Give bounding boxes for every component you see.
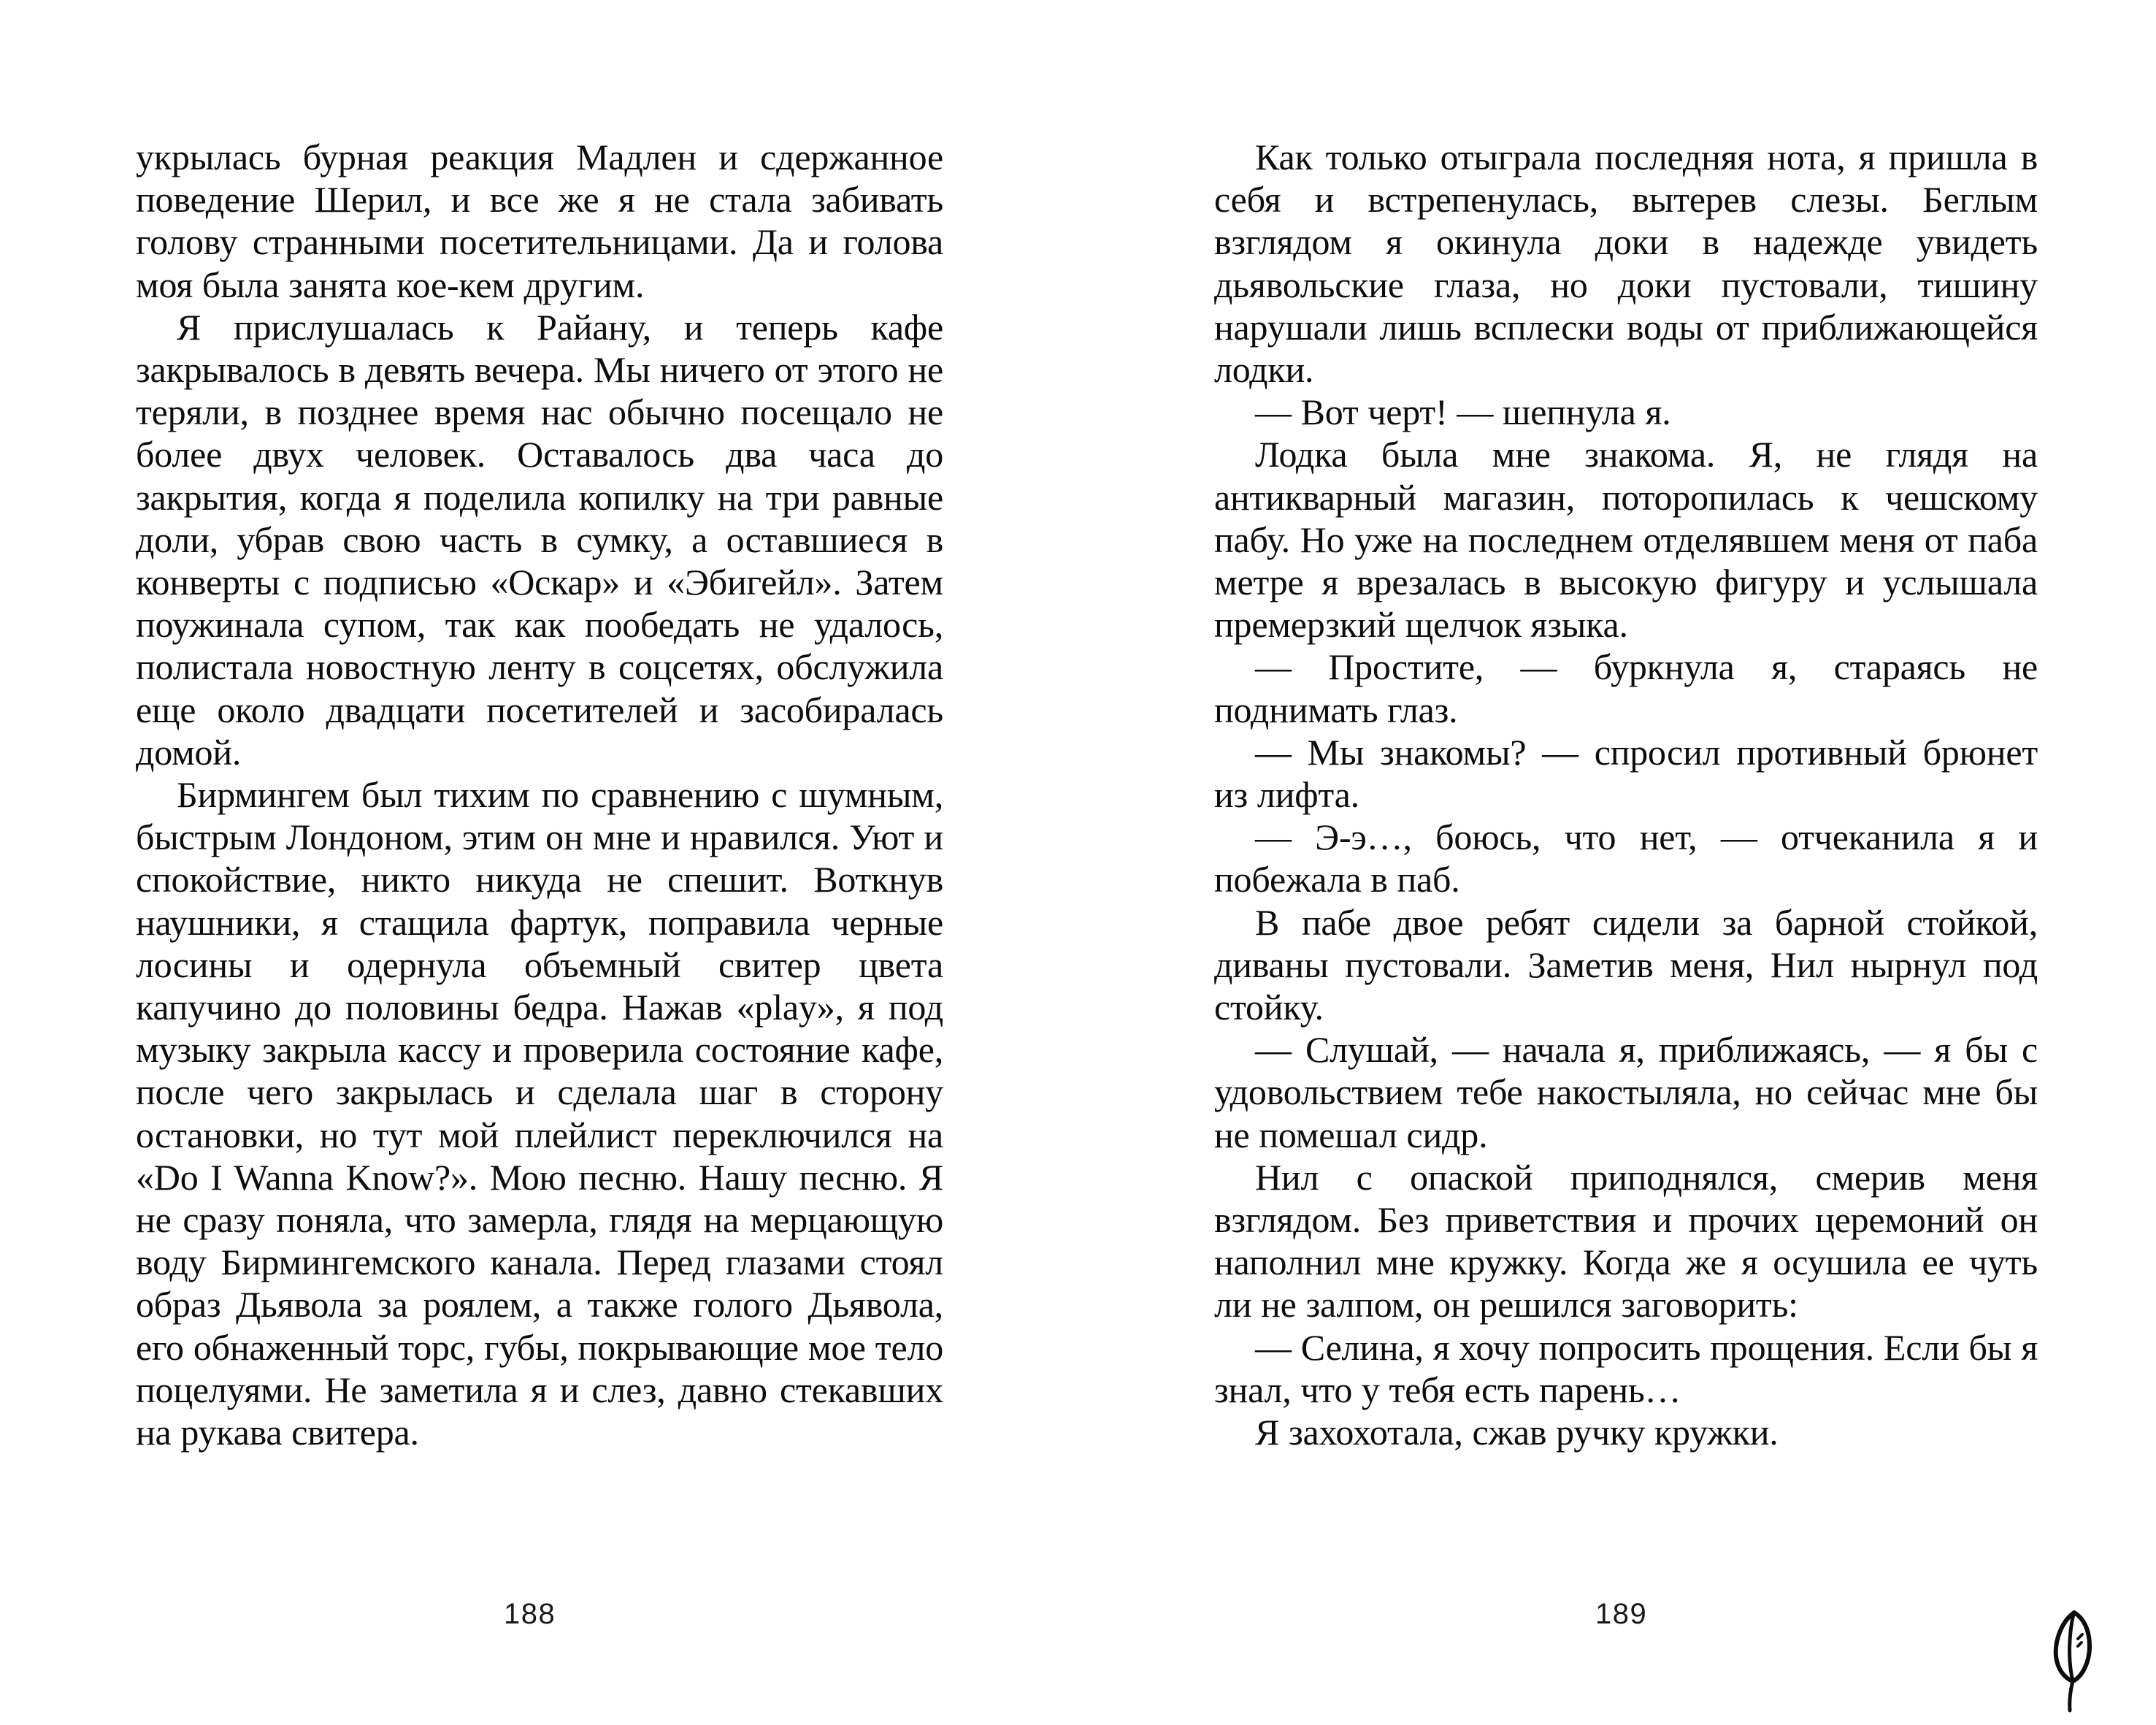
- right-page-text-column: [1214, 136, 2038, 1453]
- paragraph: Я прислушалась к Райану, и теперь кафе закрывалось в девять вечера. Мы ничего от этого не теряли, в позднее время нас обычно посещало не более двух человек. Оставалось два часа до закрытия, когда я поделила копилку на три равные доли, убрав свою часть в сумку, а оставшиеся в конверты с подписью «Оскар» и «Эбигейл». Затем поужинала супом, так как пообедать не удалось, полистала новостную ленту в соцсетях, обслужила еще около двадцати посетителей и засобиралась домой.: [136, 306, 943, 773]
- paragraph: В пабе двое ребят сидели за барной стойкой, диваны пустовали. Заметив меня, Нил нырнул под стойку.: [1214, 901, 2038, 1028]
- page-number-right: 189: [1595, 1598, 1648, 1630]
- dialogue-line: — Мы знакомы? — спросил противный брюнет из лифта.: [1214, 731, 2038, 816]
- left-page-text-column: [136, 136, 943, 1453]
- dialogue-line: — Э-э…, боюсь, что нет, — отчеканила я и побежала в паб.: [1214, 816, 2038, 900]
- paragraph: Лодка была мне знакома. Я, не глядя на антикварный магазин, поторопилась к чешскому пабу. Но уже на последнем отделявшем меня от паба метре я врезалась в высокую фигуру и услышала премерзкий щелчок языка.: [1214, 434, 2038, 646]
- dialogue-line: — Слушай, — начала я, приближаясь, — я бы с удовольствием тебе накостыляла, но сейчас мне бы не помешал сидр.: [1214, 1029, 2038, 1155]
- dialogue-line: — Вот черт! — шепнула я.: [1255, 391, 1671, 433]
- paragraph: Нил с опаской приподнялся, смерив меня взглядом. Без приветствия и прочих церемоний он наполнил мне кружку. Когда же я осушила ее чуть ли не залпом, он решился заговорить:: [1214, 1156, 2038, 1326]
- paragraph: Бирмингем был тихим по сравнению с шумным, быстрым Лондоном, этим он мне и нравился. Уют и спокойствие, никто никуда не спешит. Воткнув наушники, я стащила фартук, поправила черные лосины и одернула объемный свитер цвета капучино до половины бедра. Нажав «play», я под музыку закрыла кассу и проверила состояние кафе, после чего закрылась и сделала шаг в сторону остановки, но тут мой плейлист переключился на «Do I Wanna Know?». Мою песню. Нашу песню. Я не сразу поняла, что замерла, глядя на мерцающую воду Бирмингемского канала. Перед глазами стоял образ Дьявола за роялем, а также голого Дьявола, его обнаженный торс, губы, покрывающие мое тело поцелуями. Не заметила я и слез, давно стекавших на рукава свитера.: [136, 774, 943, 1453]
- feather-quill-icon: [2041, 1604, 2129, 1713]
- dialogue-line: — Селина, я хочу попросить прощения. Если бы я знал, что у тебя есть парень…: [1214, 1326, 2038, 1410]
- paragraph: укрылась бурная реакция Мадлен и сдержанное поведение Шерил, и все же я не стала забивать голову странными посетительницами. Да и голова моя была занята кое-кем другим.: [136, 137, 943, 305]
- page-number-left: 188: [504, 1598, 556, 1630]
- paragraph: Как только отыграла последняя нота, я пришла в себя и встрепенулась, вытерев слезы. Беглым взглядом я окинула доки в надежде увидеть дьявольские глаза, но доки пустовали, тишину нарушали лишь всплески воды от приближающейся лодки.: [1214, 137, 2038, 391]
- dialogue-line: — Простите, — буркнула я, стараясь не поднимать глаз.: [1214, 646, 2038, 730]
- paragraph: Я захохотала, сжав ручку кружки.: [1255, 1412, 1779, 1453]
